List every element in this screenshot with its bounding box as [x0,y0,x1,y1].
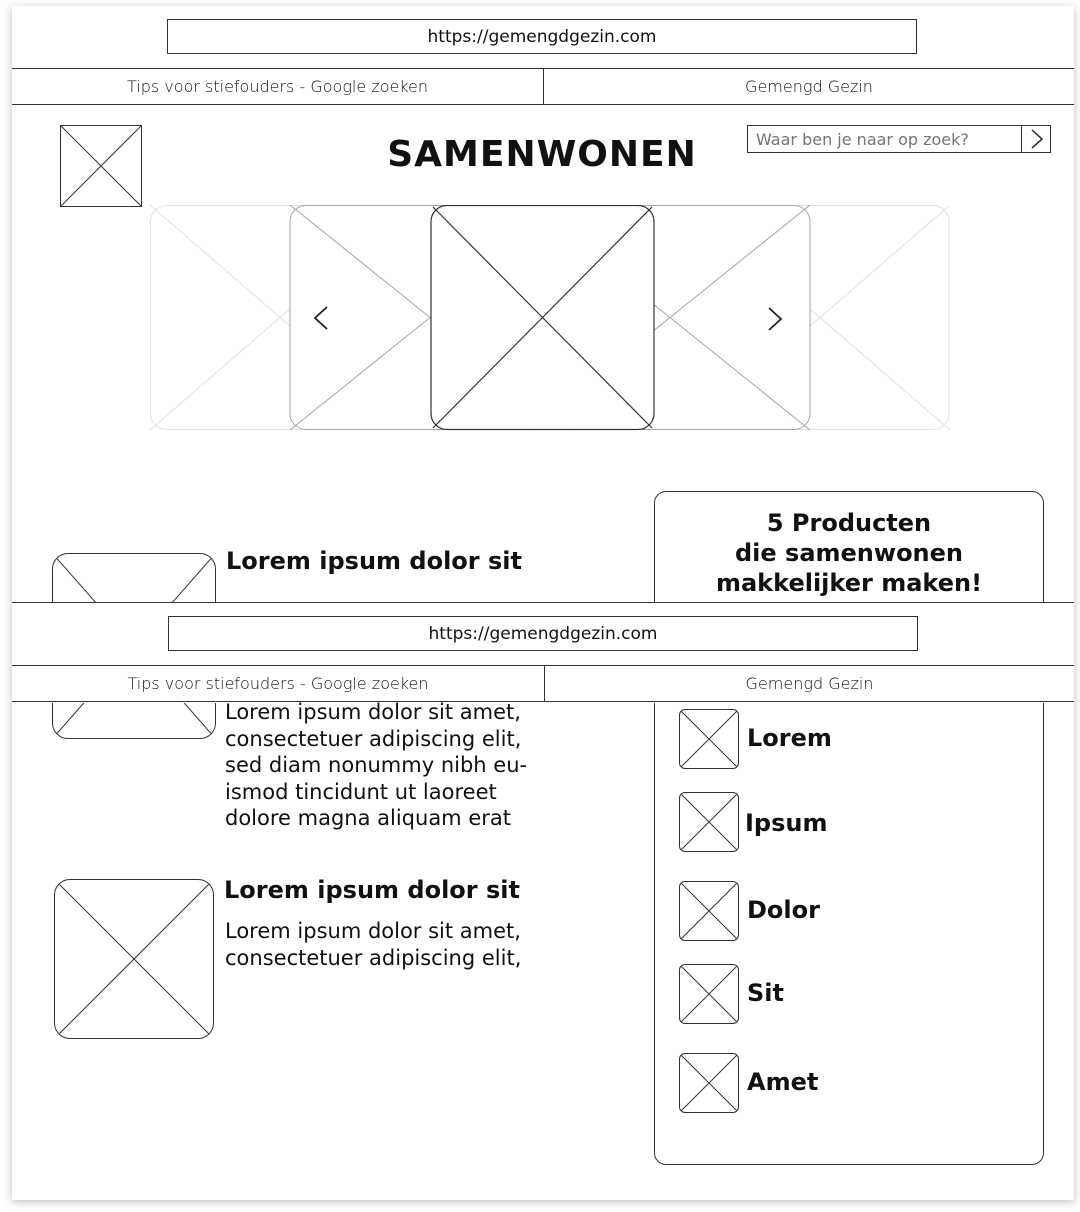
product-item[interactable] [679,709,1039,769]
product-label: Lorem [747,724,832,752]
product-item[interactable] [679,881,1039,941]
products-panel-heading: 5 Producten die samenwonen makkelijker maken! [715,509,983,597]
logo-placeholder[interactable] [60,125,142,207]
tab-label: Gemengd Gezin [745,674,874,693]
article-image-placeholder[interactable] [54,879,214,1039]
tab-gemengd-gezin[interactable] [545,666,1074,701]
tab-gemengd-gezin[interactable] [544,69,1074,104]
address-bar-url: https://gemengdgezin.com [427,26,657,47]
product-image-placeholder [679,964,739,1024]
article-body: Lorem ipsum dolor sit amet, consectetuer adipiscing elit, sed diam nonummy nibh eu- ismod tincidunt ut laoreet dolore magna aliquam erat [225,700,528,830]
tab-label: Tips voor stiefouders - Google zoeken [127,674,429,693]
carousel-prev-button[interactable] [306,303,336,333]
browser-chrome-overlay [12,602,1074,703]
product-image-placeholder [679,709,739,769]
product-label: Dolor [747,896,820,924]
product-image-placeholder [679,1053,739,1113]
article-body: Lorem ipsum dolor sit amet, consectetuer adipiscing elit, [225,919,522,970]
tab-label: Gemengd Gezin [745,77,873,96]
product-item[interactable] [679,792,1039,852]
product-item[interactable] [679,1053,1039,1113]
product-label: Sit [747,979,784,1007]
product-label: Ipsum [745,809,828,837]
carousel-slide-active [431,206,654,430]
address-bar[interactable] [168,616,918,651]
product-label: Amet [747,1068,819,1096]
chevron-right-icon [1022,126,1051,152]
chevron-left-icon [306,303,336,333]
search-button[interactable] [1021,126,1050,152]
product-image-placeholder [679,792,739,852]
product-item[interactable] [679,964,1039,1024]
tab-bar [12,68,1074,105]
tab-label: Tips voor stiefouders - Google zoeken [127,77,428,96]
product-image-placeholder [679,881,739,941]
page-title: SAMENWONEN [387,134,697,175]
search-bar [747,125,1051,153]
tab-google-search[interactable] [12,666,545,701]
tab-bar [12,665,1074,702]
carousel-next-button[interactable] [760,304,790,334]
chevron-right-icon [760,304,790,334]
search-input[interactable] [748,126,1020,152]
image-carousel [150,205,950,431]
article-heading[interactable]: Lorem ipsum dolor sit [226,547,522,575]
article-heading[interactable]: Lorem ipsum dolor sit [224,876,520,904]
address-bar-url: https://gemengdgezin.com [428,623,658,644]
address-bar[interactable] [167,19,917,54]
wireframe-sheet [12,6,1074,1200]
tab-google-search[interactable] [12,69,544,104]
